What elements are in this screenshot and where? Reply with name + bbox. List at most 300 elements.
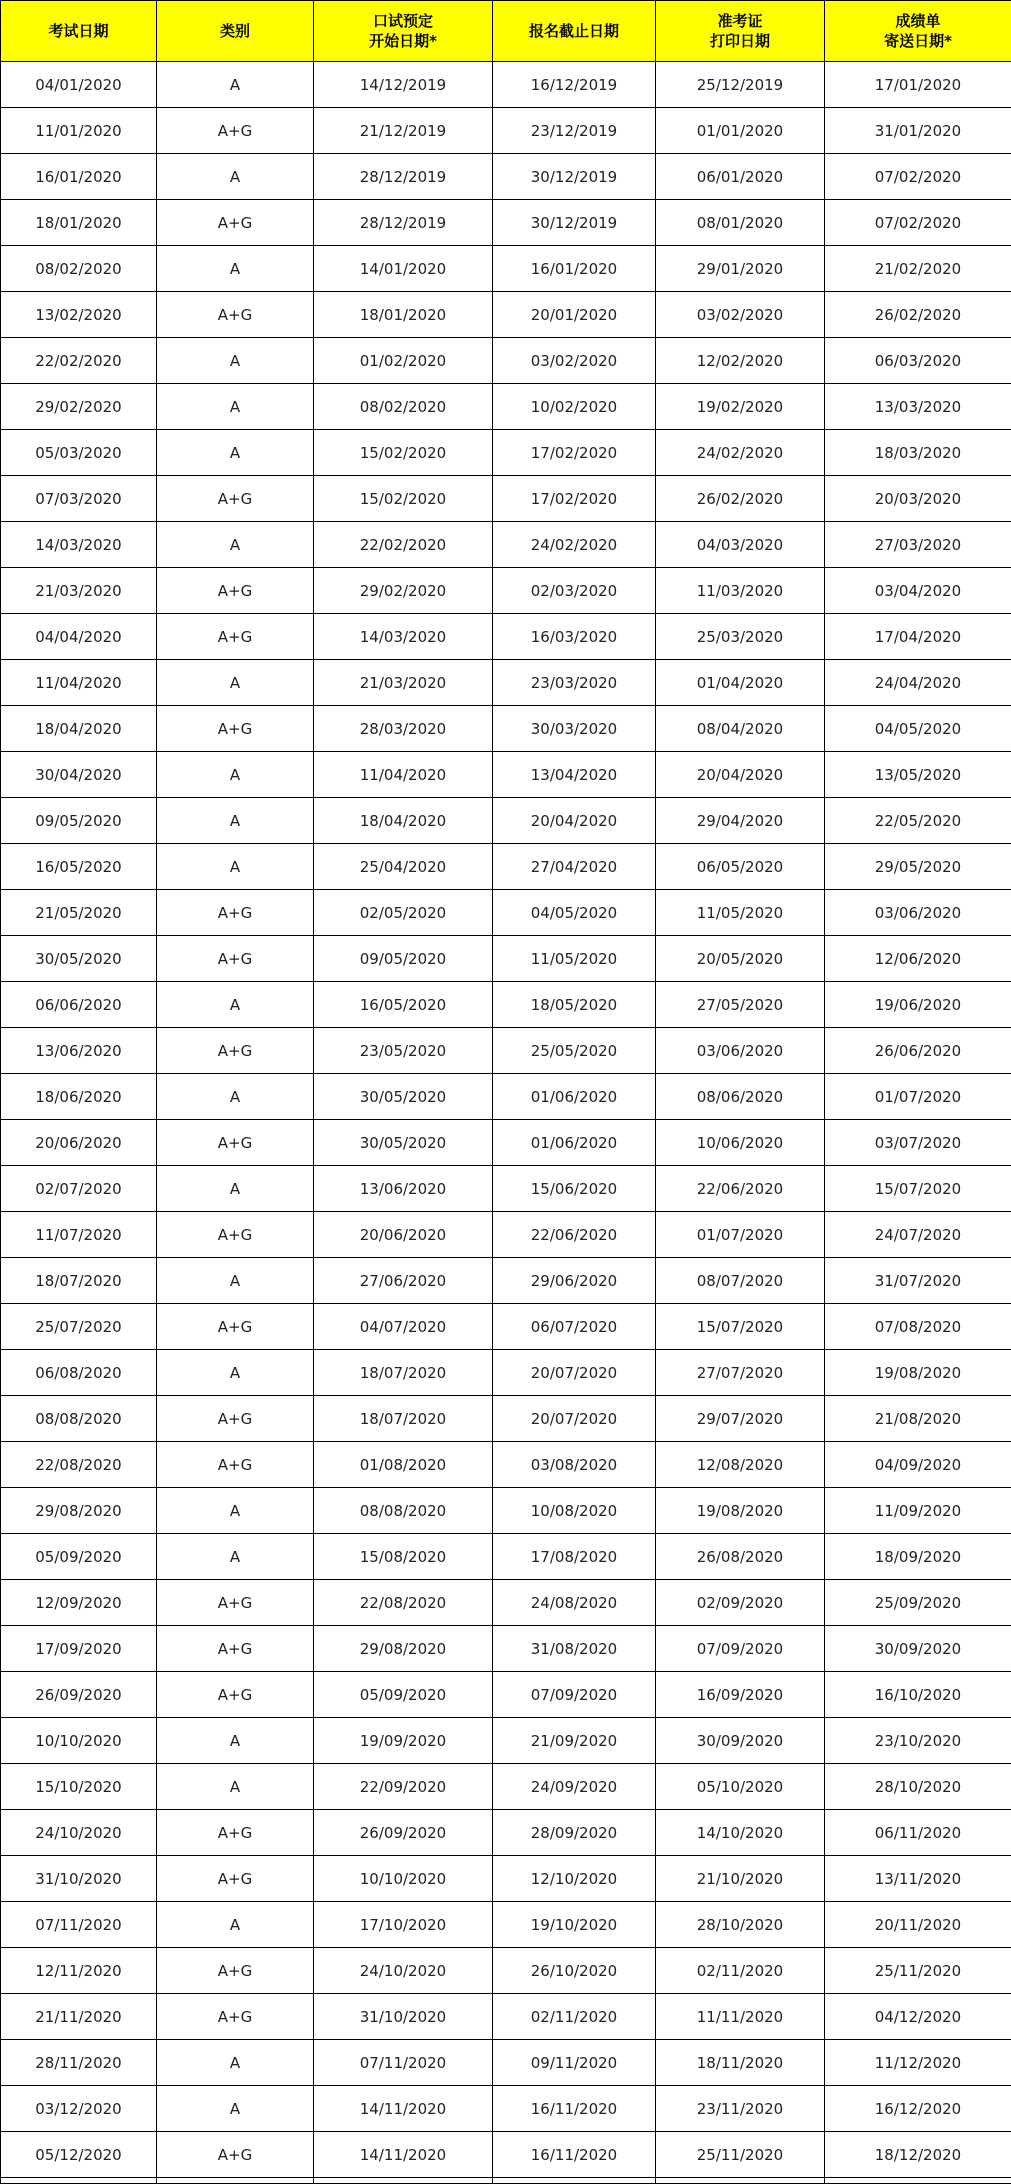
cell-speaking-start-date: 27/06/2020	[314, 1258, 493, 1304]
cell-registration-deadline: 16/12/2019	[493, 62, 656, 108]
cell-admission-ticket-print-date: 24/02/2020	[656, 430, 825, 476]
cell-transcript-send-date: 17/01/2020	[825, 62, 1011, 108]
table-row	[1, 1810, 1011, 1856]
table-row	[1, 1534, 1011, 1580]
cell-transcript-send-date: 27/03/2020	[825, 522, 1011, 568]
cell-speaking-start-date: 22/08/2020	[314, 1580, 493, 1626]
cell-category: A	[157, 1350, 314, 1396]
table-row	[1, 936, 1011, 982]
table-row	[1, 660, 1011, 706]
cell-exam-date: 14/03/2020	[1, 522, 157, 568]
table-row	[1, 1948, 1011, 1994]
header-speaking-start-date	[314, 1, 493, 62]
cell-registration-deadline: 10/08/2020	[493, 1488, 656, 1534]
cell-transcript-send-date: 04/09/2020	[825, 1442, 1011, 1488]
cell-transcript-send-date: 20/03/2020	[825, 476, 1011, 522]
cell-registration-deadline: 01/06/2020	[493, 1120, 656, 1166]
cell-admission-ticket-print-date: 03/02/2020	[656, 292, 825, 338]
cell-empty	[157, 2178, 314, 2184]
cell-admission-ticket-print-date: 18/11/2020	[656, 2040, 825, 2086]
cell-transcript-send-date: 26/02/2020	[825, 292, 1011, 338]
cell-category: A+G	[157, 1856, 314, 1902]
cell-admission-ticket-print-date: 08/04/2020	[656, 706, 825, 752]
cell-speaking-start-date: 21/03/2020	[314, 660, 493, 706]
cell-speaking-start-date: 15/02/2020	[314, 430, 493, 476]
cell-admission-ticket-print-date: 25/12/2019	[656, 62, 825, 108]
cell-admission-ticket-print-date: 29/07/2020	[656, 1396, 825, 1442]
cell-exam-date: 18/07/2020	[1, 1258, 157, 1304]
cell-exam-date: 12/11/2020	[1, 1948, 157, 1994]
cell-exam-date: 11/04/2020	[1, 660, 157, 706]
cell-speaking-start-date: 09/05/2020	[314, 936, 493, 982]
cell-registration-deadline: 20/04/2020	[493, 798, 656, 844]
cell-admission-ticket-print-date: 12/08/2020	[656, 1442, 825, 1488]
cell-transcript-send-date: 18/03/2020	[825, 430, 1011, 476]
table-row	[1, 1350, 1011, 1396]
header-text-line: 口试预定	[314, 11, 492, 31]
cell-category: A	[157, 62, 314, 108]
cell-speaking-start-date: 14/03/2020	[314, 614, 493, 660]
cell-admission-ticket-print-date: 20/04/2020	[656, 752, 825, 798]
cell-transcript-send-date: 07/08/2020	[825, 1304, 1011, 1350]
cell-admission-ticket-print-date: 01/04/2020	[656, 660, 825, 706]
cell-transcript-send-date: 13/11/2020	[825, 1856, 1011, 1902]
cell-transcript-send-date: 04/12/2020	[825, 1994, 1011, 2040]
header-text-line: 考试日期	[1, 21, 156, 41]
cell-transcript-send-date: 04/05/2020	[825, 706, 1011, 752]
cell-speaking-start-date: 08/02/2020	[314, 384, 493, 430]
cell-admission-ticket-print-date: 02/11/2020	[656, 1948, 825, 1994]
cell-transcript-send-date: 13/05/2020	[825, 752, 1011, 798]
cell-speaking-start-date: 18/04/2020	[314, 798, 493, 844]
cell-registration-deadline: 27/04/2020	[493, 844, 656, 890]
cell-transcript-send-date: 11/09/2020	[825, 1488, 1011, 1534]
cell-category: A+G	[157, 1626, 314, 1672]
cell-transcript-send-date: 03/07/2020	[825, 1120, 1011, 1166]
cell-speaking-start-date: 04/07/2020	[314, 1304, 493, 1350]
cell-exam-date: 17/09/2020	[1, 1626, 157, 1672]
cell-registration-deadline: 16/11/2020	[493, 2086, 656, 2132]
cell-registration-deadline: 15/06/2020	[493, 1166, 656, 1212]
cell-registration-deadline: 02/11/2020	[493, 1994, 656, 2040]
cell-admission-ticket-print-date: 23/11/2020	[656, 2086, 825, 2132]
cell-transcript-send-date: 18/09/2020	[825, 1534, 1011, 1580]
cell-category: A	[157, 1764, 314, 1810]
table-row	[1, 1902, 1011, 1948]
cell-registration-deadline: 28/09/2020	[493, 1810, 656, 1856]
cell-exam-date: 31/10/2020	[1, 1856, 157, 1902]
table-row	[1, 982, 1011, 1028]
table-row	[1, 154, 1011, 200]
cell-admission-ticket-print-date: 03/06/2020	[656, 1028, 825, 1074]
header-text-line: 成绩单	[825, 11, 1011, 31]
cell-registration-deadline: 29/06/2020	[493, 1258, 656, 1304]
cell-speaking-start-date: 29/08/2020	[314, 1626, 493, 1672]
cell-exam-date: 24/10/2020	[1, 1810, 157, 1856]
cell-category: A+G	[157, 936, 314, 982]
cell-admission-ticket-print-date: 26/08/2020	[656, 1534, 825, 1580]
cell-exam-date: 30/05/2020	[1, 936, 157, 982]
cell-category: A+G	[157, 1396, 314, 1442]
cell-category: A	[157, 1258, 314, 1304]
cell-transcript-send-date: 23/10/2020	[825, 1718, 1011, 1764]
cell-transcript-send-date: 24/04/2020	[825, 660, 1011, 706]
cell-admission-ticket-print-date: 02/09/2020	[656, 1580, 825, 1626]
table-row	[1, 1764, 1011, 1810]
cell-speaking-start-date: 30/05/2020	[314, 1120, 493, 1166]
cell-exam-date: 04/01/2020	[1, 62, 157, 108]
cell-speaking-start-date: 25/04/2020	[314, 844, 493, 890]
cell-speaking-start-date: 15/02/2020	[314, 476, 493, 522]
cell-registration-deadline: 09/11/2020	[493, 2040, 656, 2086]
cell-admission-ticket-print-date: 16/09/2020	[656, 1672, 825, 1718]
table-row	[1, 1994, 1011, 2040]
cell-admission-ticket-print-date: 11/05/2020	[656, 890, 825, 936]
cell-speaking-start-date: 16/05/2020	[314, 982, 493, 1028]
cell-exam-date: 08/08/2020	[1, 1396, 157, 1442]
cell-speaking-start-date: 18/07/2020	[314, 1396, 493, 1442]
cell-category: A+G	[157, 1304, 314, 1350]
cell-admission-ticket-print-date: 07/09/2020	[656, 1626, 825, 1672]
cell-admission-ticket-print-date: 19/08/2020	[656, 1488, 825, 1534]
cell-speaking-start-date: 15/08/2020	[314, 1534, 493, 1580]
cell-registration-deadline: 03/08/2020	[493, 1442, 656, 1488]
cell-speaking-start-date: 10/10/2020	[314, 1856, 493, 1902]
header-text-line: 开始日期*	[314, 31, 492, 51]
cell-category: A+G	[157, 1672, 314, 1718]
cell-transcript-send-date: 24/07/2020	[825, 1212, 1011, 1258]
table-row	[1, 200, 1011, 246]
cell-speaking-start-date: 14/12/2019	[314, 62, 493, 108]
cell-admission-ticket-print-date: 27/05/2020	[656, 982, 825, 1028]
cell-category: A	[157, 1902, 314, 1948]
header-text-line: 类别	[157, 21, 313, 41]
cell-registration-deadline: 17/02/2020	[493, 476, 656, 522]
cell-registration-deadline: 03/02/2020	[493, 338, 656, 384]
cell-transcript-send-date: 20/11/2020	[825, 1902, 1011, 1948]
cell-speaking-start-date: 01/08/2020	[314, 1442, 493, 1488]
cell-transcript-send-date: 12/06/2020	[825, 936, 1011, 982]
cell-registration-deadline: 23/12/2019	[493, 108, 656, 154]
cell-admission-ticket-print-date: 01/07/2020	[656, 1212, 825, 1258]
cell-exam-date: 16/05/2020	[1, 844, 157, 890]
cell-speaking-start-date: 30/05/2020	[314, 1074, 493, 1120]
cell-transcript-send-date: 26/06/2020	[825, 1028, 1011, 1074]
cell-speaking-start-date: 24/10/2020	[314, 1948, 493, 1994]
table-row	[1, 798, 1011, 844]
cell-exam-date: 09/05/2020	[1, 798, 157, 844]
cell-admission-ticket-print-date: 01/01/2020	[656, 108, 825, 154]
cell-category: A+G	[157, 476, 314, 522]
cell-exam-date: 21/05/2020	[1, 890, 157, 936]
cell-registration-deadline: 01/06/2020	[493, 1074, 656, 1120]
cell-exam-date: 29/02/2020	[1, 384, 157, 430]
cell-category: A	[157, 982, 314, 1028]
cell-registration-deadline: 23/03/2020	[493, 660, 656, 706]
table-row	[1, 1258, 1011, 1304]
cell-transcript-send-date: 13/03/2020	[825, 384, 1011, 430]
cell-transcript-send-date: 03/04/2020	[825, 568, 1011, 614]
header-row	[1, 1, 1011, 62]
cell-category: A	[157, 2040, 314, 2086]
header-registration-deadline	[493, 1, 656, 62]
cell-speaking-start-date: 18/07/2020	[314, 1350, 493, 1396]
cell-exam-date: 25/07/2020	[1, 1304, 157, 1350]
cell-category: A	[157, 844, 314, 890]
cell-speaking-start-date: 05/09/2020	[314, 1672, 493, 1718]
header-category	[157, 1, 314, 62]
cell-admission-ticket-print-date: 30/09/2020	[656, 1718, 825, 1764]
cell-exam-date: 21/11/2020	[1, 1994, 157, 2040]
cell-transcript-send-date: 29/05/2020	[825, 844, 1011, 890]
cell-registration-deadline: 31/08/2020	[493, 1626, 656, 1672]
cell-category: A+G	[157, 1442, 314, 1488]
cell-registration-deadline: 10/02/2020	[493, 384, 656, 430]
cell-registration-deadline: 02/03/2020	[493, 568, 656, 614]
cell-category: A+G	[157, 1028, 314, 1074]
table-row	[1, 430, 1011, 476]
cell-speaking-start-date: 31/10/2020	[314, 1994, 493, 2040]
cell-transcript-send-date: 19/06/2020	[825, 982, 1011, 1028]
table-row	[1, 1626, 1011, 1672]
cell-category: A	[157, 338, 314, 384]
cell-speaking-start-date: 19/09/2020	[314, 1718, 493, 1764]
cell-exam-date: 03/12/2020	[1, 2086, 157, 2132]
table-row	[1, 2132, 1011, 2178]
cell-registration-deadline: 07/09/2020	[493, 1672, 656, 1718]
cell-admission-ticket-print-date: 26/02/2020	[656, 476, 825, 522]
cell-speaking-start-date: 23/05/2020	[314, 1028, 493, 1074]
table-row	[1, 108, 1011, 154]
cell-admission-ticket-print-date: 14/10/2020	[656, 1810, 825, 1856]
cell-exam-date: 18/01/2020	[1, 200, 157, 246]
cell-transcript-send-date: 30/09/2020	[825, 1626, 1011, 1672]
cell-exam-date: 08/02/2020	[1, 246, 157, 292]
cell-registration-deadline: 13/04/2020	[493, 752, 656, 798]
cell-category: A+G	[157, 1948, 314, 1994]
cell-exam-date: 30/04/2020	[1, 752, 157, 798]
cell-transcript-send-date: 31/01/2020	[825, 108, 1011, 154]
table-row	[1, 890, 1011, 936]
cell-speaking-start-date: 22/09/2020	[314, 1764, 493, 1810]
cell-admission-ticket-print-date: 12/02/2020	[656, 338, 825, 384]
table-row	[1, 1718, 1011, 1764]
cell-registration-deadline: 20/07/2020	[493, 1396, 656, 1442]
cell-registration-deadline: 24/02/2020	[493, 522, 656, 568]
header-transcript-send-date	[825, 1, 1011, 62]
table-row	[1, 844, 1011, 890]
cell-speaking-start-date: 01/02/2020	[314, 338, 493, 384]
cell-registration-deadline: 16/01/2020	[493, 246, 656, 292]
table-row	[1, 292, 1011, 338]
cell-transcript-send-date: 25/09/2020	[825, 1580, 1011, 1626]
cell-transcript-send-date: 17/04/2020	[825, 614, 1011, 660]
cell-exam-date: 05/03/2020	[1, 430, 157, 476]
cell-speaking-start-date: 28/12/2019	[314, 200, 493, 246]
cell-admission-ticket-print-date: 08/01/2020	[656, 200, 825, 246]
table-row	[1, 1856, 1011, 1902]
header-text-line: 寄送日期*	[825, 31, 1011, 51]
table-row	[1, 522, 1011, 568]
cell-category: A+G	[157, 706, 314, 752]
cell-registration-deadline: 16/03/2020	[493, 614, 656, 660]
table-row	[1, 1488, 1011, 1534]
cell-admission-ticket-print-date: 06/01/2020	[656, 154, 825, 200]
table-row	[1, 1120, 1011, 1166]
cell-category: A+G	[157, 568, 314, 614]
cell-admission-ticket-print-date: 11/11/2020	[656, 1994, 825, 2040]
cell-admission-ticket-print-date: 25/03/2020	[656, 614, 825, 660]
cell-transcript-send-date: 03/06/2020	[825, 890, 1011, 936]
cell-registration-deadline: 19/10/2020	[493, 1902, 656, 1948]
cell-category: A	[157, 660, 314, 706]
cell-category: A+G	[157, 292, 314, 338]
cell-speaking-start-date: 22/02/2020	[314, 522, 493, 568]
cell-category: A+G	[157, 200, 314, 246]
cell-category: A	[157, 1718, 314, 1764]
table-row	[1, 2086, 1011, 2132]
cell-admission-ticket-print-date: 27/07/2020	[656, 1350, 825, 1396]
cell-exam-date: 16/01/2020	[1, 154, 157, 200]
cell-admission-ticket-print-date: 29/01/2020	[656, 246, 825, 292]
cell-transcript-send-date: 22/05/2020	[825, 798, 1011, 844]
cell-exam-date: 15/10/2020	[1, 1764, 157, 1810]
header-text-line: 报名截止日期	[493, 21, 655, 41]
cell-admission-ticket-print-date: 10/06/2020	[656, 1120, 825, 1166]
cell-exam-date: 05/12/2020	[1, 2132, 157, 2178]
cell-exam-date: 11/07/2020	[1, 1212, 157, 1258]
cell-speaking-start-date: 29/02/2020	[314, 568, 493, 614]
table-row	[1, 1442, 1011, 1488]
cell-speaking-start-date: 11/04/2020	[314, 752, 493, 798]
cell-category: A	[157, 1488, 314, 1534]
cell-admission-ticket-print-date: 29/04/2020	[656, 798, 825, 844]
table-row	[1, 62, 1011, 108]
cell-admission-ticket-print-date: 21/10/2020	[656, 1856, 825, 1902]
table-row	[1, 476, 1011, 522]
table-row	[1, 338, 1011, 384]
table-row	[1, 2040, 1011, 2086]
cell-exam-date: 05/09/2020	[1, 1534, 157, 1580]
cell-speaking-start-date: 21/12/2019	[314, 108, 493, 154]
cell-transcript-send-date: 07/02/2020	[825, 200, 1011, 246]
cell-exam-date: 06/08/2020	[1, 1350, 157, 1396]
cell-registration-deadline: 25/05/2020	[493, 1028, 656, 1074]
cell-exam-date: 04/04/2020	[1, 614, 157, 660]
cell-exam-date: 29/08/2020	[1, 1488, 157, 1534]
table-row	[1, 1166, 1011, 1212]
cell-category: A+G	[157, 1580, 314, 1626]
cell-transcript-send-date: 06/03/2020	[825, 338, 1011, 384]
cell-category: A	[157, 430, 314, 476]
cell-empty	[825, 2178, 1011, 2184]
cell-transcript-send-date: 16/10/2020	[825, 1672, 1011, 1718]
header-text-line: 准考证	[656, 11, 824, 31]
cell-transcript-send-date: 18/12/2020	[825, 2132, 1011, 2178]
cell-exam-date: 13/06/2020	[1, 1028, 157, 1074]
table-header	[1, 1, 1011, 62]
cell-empty	[493, 2178, 656, 2184]
cell-exam-date: 10/10/2020	[1, 1718, 157, 1764]
table-row	[1, 1672, 1011, 1718]
cell-registration-deadline: 26/10/2020	[493, 1948, 656, 1994]
cell-transcript-send-date: 28/10/2020	[825, 1764, 1011, 1810]
cell-speaking-start-date: 20/06/2020	[314, 1212, 493, 1258]
cell-exam-date: 22/08/2020	[1, 1442, 157, 1488]
cell-admission-ticket-print-date: 11/03/2020	[656, 568, 825, 614]
cell-exam-date: 18/04/2020	[1, 706, 157, 752]
cell-category: A	[157, 522, 314, 568]
cell-admission-ticket-print-date: 22/06/2020	[656, 1166, 825, 1212]
cell-category: A	[157, 246, 314, 292]
cell-speaking-start-date: 18/01/2020	[314, 292, 493, 338]
cell-transcript-send-date: 19/08/2020	[825, 1350, 1011, 1396]
cell-transcript-send-date: 25/11/2020	[825, 1948, 1011, 1994]
header-admission-ticket-print-date	[656, 1, 825, 62]
cell-exam-date: 20/06/2020	[1, 1120, 157, 1166]
cell-admission-ticket-print-date: 28/10/2020	[656, 1902, 825, 1948]
cell-transcript-send-date: 01/07/2020	[825, 1074, 1011, 1120]
cell-exam-date: 02/07/2020	[1, 1166, 157, 1212]
cell-speaking-start-date: 28/03/2020	[314, 706, 493, 752]
cell-speaking-start-date: 14/01/2020	[314, 246, 493, 292]
cell-exam-date: 18/06/2020	[1, 1074, 157, 1120]
cell-category: A+G	[157, 1212, 314, 1258]
cell-registration-deadline: 24/09/2020	[493, 1764, 656, 1810]
cell-category: A+G	[157, 1994, 314, 2040]
table-row	[1, 1212, 1011, 1258]
cell-exam-date: 06/06/2020	[1, 982, 157, 1028]
cell-exam-date: 11/01/2020	[1, 108, 157, 154]
cell-registration-deadline: 30/03/2020	[493, 706, 656, 752]
cell-registration-deadline: 17/08/2020	[493, 1534, 656, 1580]
cell-admission-ticket-print-date: 15/07/2020	[656, 1304, 825, 1350]
cell-category: A+G	[157, 1810, 314, 1856]
cell-category: A	[157, 2086, 314, 2132]
cell-category: A+G	[157, 1120, 314, 1166]
cell-speaking-start-date: 02/05/2020	[314, 890, 493, 936]
cell-registration-deadline: 11/05/2020	[493, 936, 656, 982]
cell-category: A	[157, 798, 314, 844]
cell-category: A	[157, 752, 314, 798]
cell-exam-date: 13/02/2020	[1, 292, 157, 338]
cell-registration-deadline: 17/02/2020	[493, 430, 656, 476]
table-row	[1, 706, 1011, 752]
cell-exam-date: 12/09/2020	[1, 1580, 157, 1626]
cell-transcript-send-date: 15/07/2020	[825, 1166, 1011, 1212]
cell-registration-deadline: 22/06/2020	[493, 1212, 656, 1258]
cell-transcript-send-date: 21/08/2020	[825, 1396, 1011, 1442]
cell-admission-ticket-print-date: 20/05/2020	[656, 936, 825, 982]
cell-registration-deadline: 20/07/2020	[493, 1350, 656, 1396]
cell-category: A+G	[157, 2132, 314, 2178]
header-exam-date	[1, 1, 157, 62]
cell-empty	[656, 2178, 825, 2184]
cell-admission-ticket-print-date: 08/07/2020	[656, 1258, 825, 1304]
cell-transcript-send-date: 21/02/2020	[825, 246, 1011, 292]
cell-speaking-start-date: 28/12/2019	[314, 154, 493, 200]
table-row	[1, 568, 1011, 614]
cell-exam-date: 07/03/2020	[1, 476, 157, 522]
cell-transcript-send-date: 11/12/2020	[825, 2040, 1011, 2086]
cell-transcript-send-date: 06/11/2020	[825, 1810, 1011, 1856]
cell-transcript-send-date: 07/02/2020	[825, 154, 1011, 200]
cell-category: A	[157, 154, 314, 200]
cell-speaking-start-date: 14/11/2020	[314, 2132, 493, 2178]
table-row	[1, 246, 1011, 292]
cell-registration-deadline: 20/01/2020	[493, 292, 656, 338]
cell-speaking-start-date: 26/09/2020	[314, 1810, 493, 1856]
